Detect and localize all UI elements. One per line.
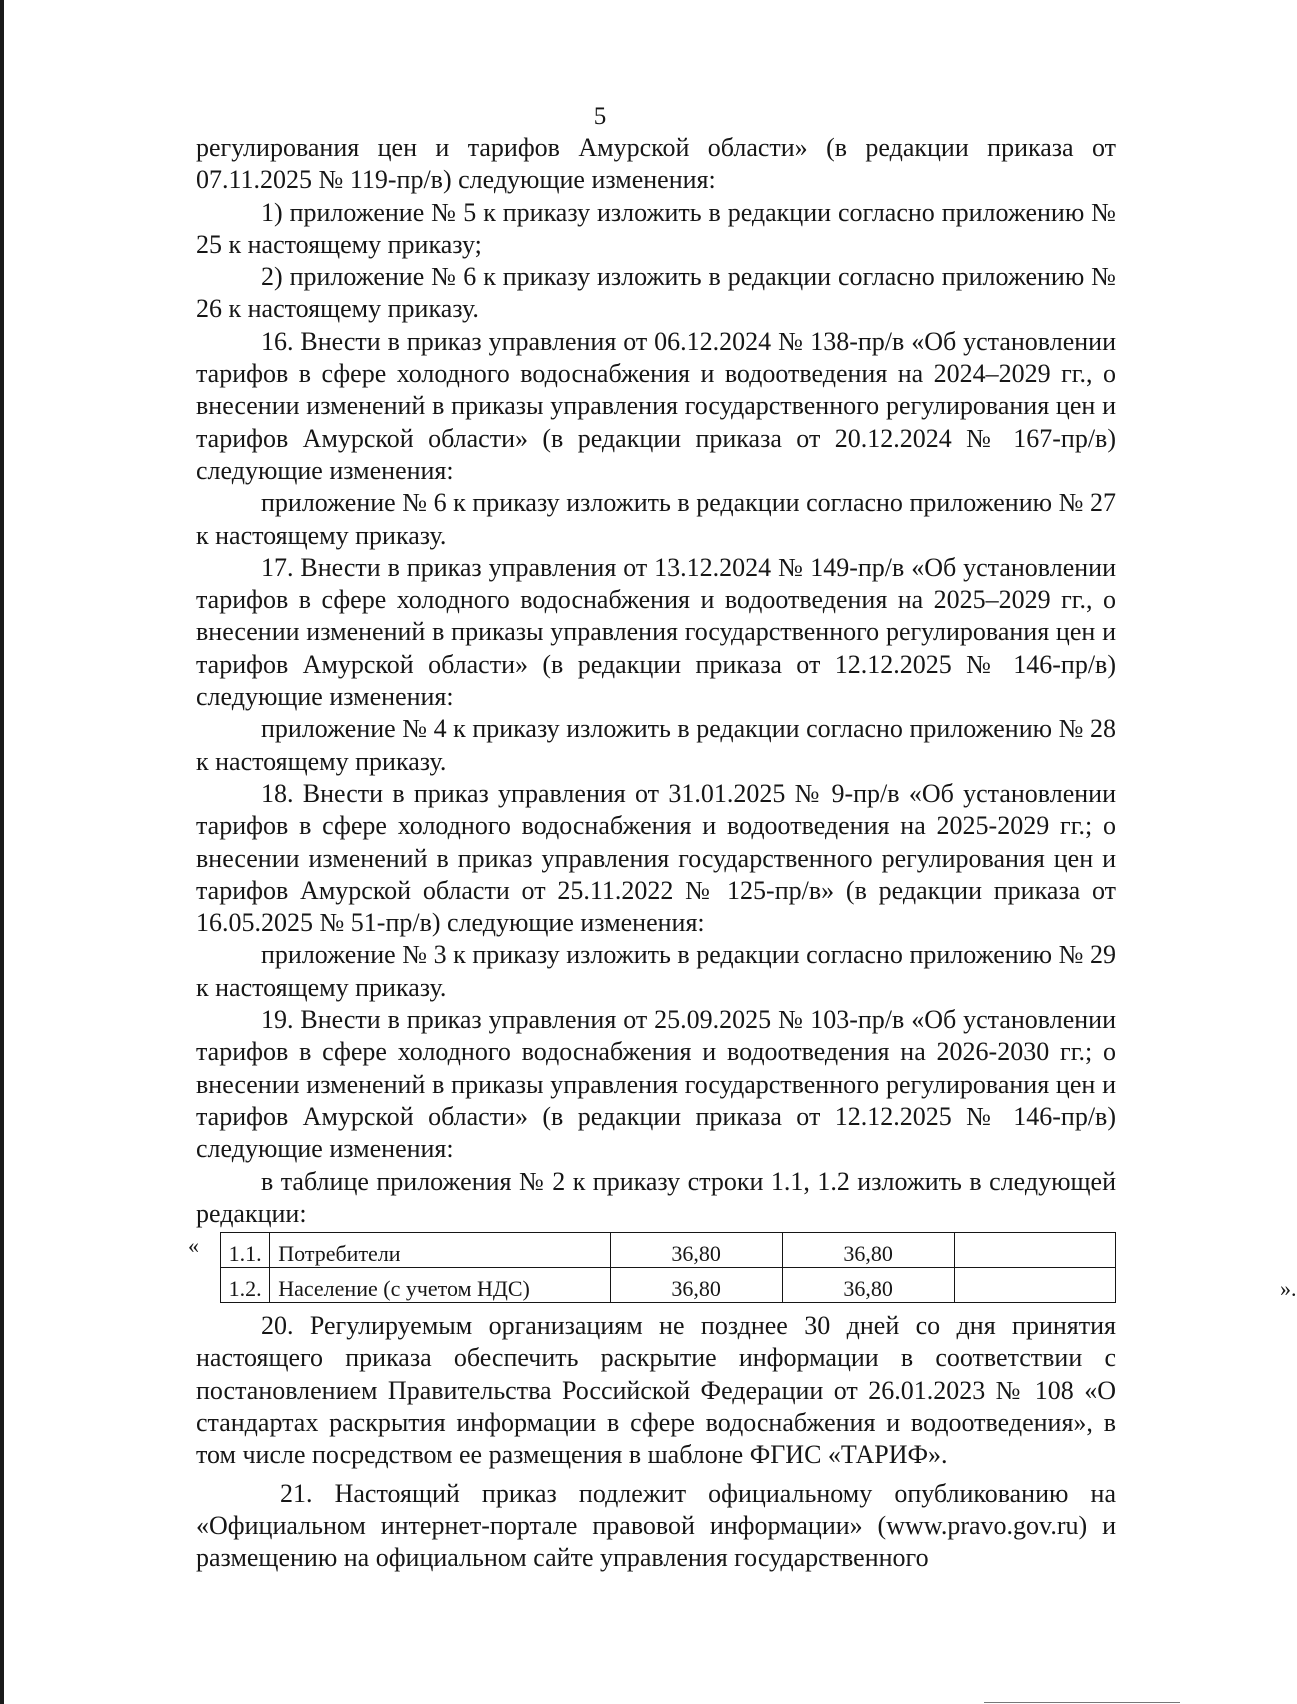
- row-value: 36,80: [782, 1233, 954, 1268]
- clause-16-change: приложение № 6 к приказу изложить в редакции согласно приложению № 27 к настоящему приказу.: [196, 488, 1116, 550]
- clause-17: 17. Внести в приказ управления от 13.12.2024 № 149-пр/в «Об установлении тарифов в сфере холодного водоснабжения и водоотведения на 2025–2029 гг., о внесении изменений в приказы управления государственного регулирования цен и тарифов Амурской области» (в редакции приказа от 12.12.2025 № 146-пр/в) следующие изменения:: [196, 552, 1116, 712]
- tariff-table-block: [188, 1230, 1297, 1310]
- row-name: Потребители: [270, 1233, 610, 1268]
- document-body: [188, 132, 1297, 1574]
- tariff-table: [220, 1232, 1116, 1303]
- clause-16: 16. Внести в приказ управления от 06.12.2024 № 138-пр/в «Об установлении тарифов в сфере холодного водоснабжения и водоотведения на 2024–2029 гг., о внесении изменений в приказы управления государственного регулирования цен и тарифов Амурской области» (в редакции приказа от 20.12.2024 № 167-пр/в) следующие изменения:: [196, 326, 1116, 485]
- paragraph-continuation: регулирования цен и тарифов Амурской области» (в редакции приказа от 07.11.2025 № 119-пр/в) следующие изменения:: [196, 133, 1116, 195]
- row-value: 36,80: [610, 1233, 782, 1268]
- row-value: [954, 1233, 1115, 1268]
- footer-rule: [984, 1702, 1180, 1703]
- list-item-1: 1) приложение № 5 к приказу изложить в редакции согласно приложению № 25 к настоящему приказу;: [196, 197, 1116, 259]
- table-close-quote: ».: [1280, 1276, 1297, 1302]
- table-row: [221, 1268, 1116, 1303]
- row-value: 36,80: [782, 1268, 954, 1303]
- table-open-quote: «: [188, 1233, 199, 1259]
- scan-left-edge: [0, 0, 4, 1704]
- row-value: 36,80: [610, 1268, 782, 1303]
- clause-19: 19. Внести в приказ управления от 25.09.2025 № 103-пр/в «Об установлении тарифов в сфере холодного водоснабжения и водоотведения на 2026-2030 гг.; о внесении изменений в приказы управления государственного регулирования цен и тарифов Амурской области» (в редакции приказа от 12.12.2025 № 146-пр/в) следующие изменения:: [196, 1005, 1116, 1164]
- table-row: [221, 1233, 1116, 1268]
- row-number: 1.2.: [221, 1268, 270, 1303]
- clause-19-change: в таблице приложения № 2 к приказу строки 1.1, 1.2 изложить в следующей редакции:: [196, 1166, 1116, 1228]
- clause-21: 21. Настоящий приказ подлежит официальному опубликованию на «Официальном интернет-портале правовой информации» (www.pravo.gov.ru) и размещению на официальном сайте управления государственного: [196, 1478, 1116, 1573]
- row-name: Население (с учетом НДС): [270, 1268, 610, 1303]
- clause-18-change: приложение № 3 к приказу изложить в редакции согласно приложению № 29 к настоящему приказу.: [196, 940, 1116, 1002]
- row-number: 1.1.: [221, 1233, 270, 1268]
- clause-18: 18. Внести в приказ управления от 31.01.2025 № 9-пр/в «Об установлении тарифов в сфере холодного водоснабжения и водоотведения на 2025-2029 гг.; о внесении изменений в приказ управления государственного регулирования цен и тарифов Амурской области от 25.11.2022 № 125-пр/в» (в редакции приказа от 16.05.2025 № 51-пр/в) следующие изменения:: [196, 778, 1116, 938]
- list-item-2: 2) приложение № 6 к приказу изложить в редакции согласно приложению № 26 к настоящему приказу.: [196, 262, 1116, 324]
- page-number: 5: [593, 103, 607, 130]
- row-value: [954, 1268, 1115, 1303]
- clause-17-change: приложение № 4 к приказу изложить в редакции согласно приложению № 28 к настоящему приказу.: [196, 714, 1116, 776]
- clause-20: 20. Регулируемым организациям не позднее 30 дней со дня принятия настоящего приказа обеспечить раскрытие информации в соответствии с постановлением Правительства Российской Федерации от 26.01.2023 № 108 «О стандартах раскрытия информации в сфере водоснабжения и водоотведения», в том числе посредством ее размещения в шаблоне ФГИС «ТАРИФ».: [196, 1311, 1116, 1470]
